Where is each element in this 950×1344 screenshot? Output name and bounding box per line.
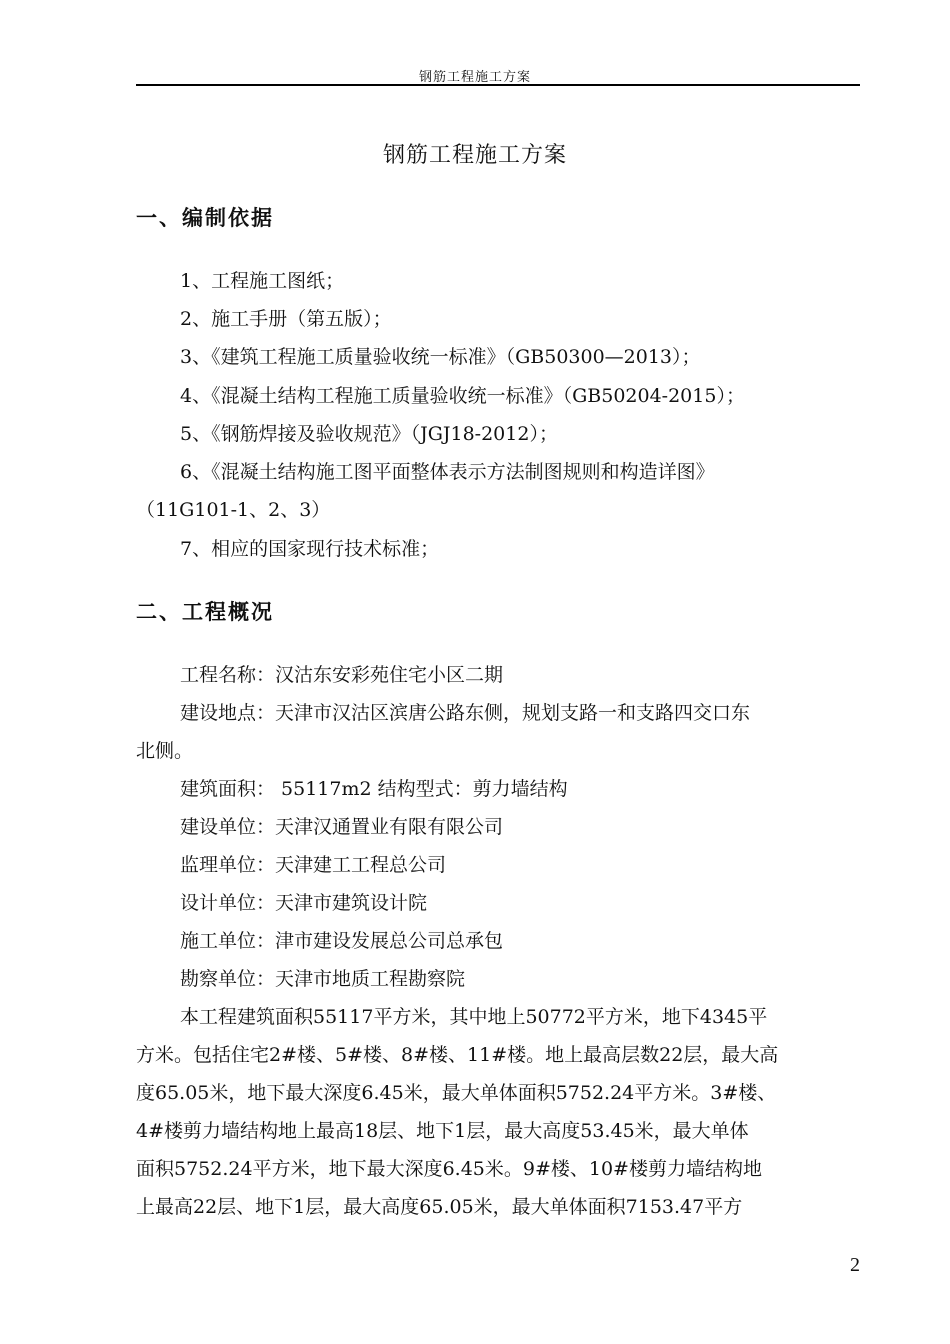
overview-paragraph-line-1: 本工程建筑面积55117平方米，其中地上50772平方米，地下4345平 bbox=[180, 1006, 768, 1028]
header-rule bbox=[136, 84, 860, 86]
document-title: 钢筋工程施工方案 bbox=[382, 143, 567, 168]
basis-item-6: 6、《混凝土结构施工图平面整体表示方法制图规则和构造详图》 bbox=[180, 461, 715, 483]
overview-paragraph-line-5: 面积5752.24平方米，地下最大深度6.45米。9#楼、10#楼剪力墙结构地 bbox=[136, 1158, 762, 1180]
page-header: 钢筋工程施工方案 bbox=[418, 70, 531, 85]
project-location: 建设地点：天津市汉沽区滨唐公路东侧，规划支路一和支路四交口东 bbox=[180, 702, 751, 724]
project-supervisor: 监理单位：天津建工工程总公司 bbox=[180, 854, 447, 876]
basis-item-7: 7、相应的国家现行技术标准； bbox=[180, 538, 440, 560]
basis-item-3: 3、《建筑工程施工质量验收统一标准》（GB50300—2013）； bbox=[180, 346, 701, 368]
section-heading-basis: 一、编制依据 bbox=[136, 206, 274, 230]
basis-item-5: 5、《钢筋焊接及验收规范》（JGJ18-2012）； bbox=[180, 423, 558, 445]
overview-paragraph-line-3: 度65.05米，地下最大深度6.45米，最大单体面积5752.24平方米。3#楼、 bbox=[136, 1082, 777, 1104]
basis-item-2: 2、施工手册（第五版）； bbox=[180, 308, 392, 330]
project-location-continued: 北侧。 bbox=[136, 740, 194, 762]
project-contractor: 施工单位：津市建设发展总公司总承包 bbox=[180, 930, 504, 952]
overview-paragraph-line-6: 上最高22层、地下1层，最大高度65.05米，最大单体面积7153.47平方 bbox=[136, 1196, 743, 1218]
page-number: 2 bbox=[850, 1254, 860, 1276]
overview-paragraph-line-4: 4#楼剪力墙结构地上最高18层、地下1层，最大高度53.45米，最大单体 bbox=[136, 1120, 749, 1142]
overview-paragraph-line-2: 方米。包括住宅2#楼、5#楼、8#楼、11#楼。地上最高层数22层，最大高 bbox=[136, 1044, 779, 1066]
project-name: 工程名称：汉沽东安彩苑住宅小区二期 bbox=[180, 664, 504, 686]
basis-item-4: 4、《混凝土结构工程施工质量验收统一标准》（GB50204-2015）； bbox=[180, 385, 745, 407]
section-heading-overview: 二、工程概况 bbox=[136, 600, 274, 624]
basis-item-6-continued: （11G101-1、2、3） bbox=[136, 499, 331, 521]
basis-item-1: 1、工程施工图纸； bbox=[180, 270, 345, 292]
project-designer: 设计单位：天津市建筑设计院 bbox=[180, 892, 428, 914]
project-surveyor: 勘察单位：天津市地质工程勘察院 bbox=[180, 968, 466, 990]
project-area-structure: 建筑面积： 55117m2 结构型式：剪力墙结构 bbox=[180, 778, 568, 800]
project-owner: 建设单位：天津汉通置业有限有限公司 bbox=[180, 816, 504, 838]
